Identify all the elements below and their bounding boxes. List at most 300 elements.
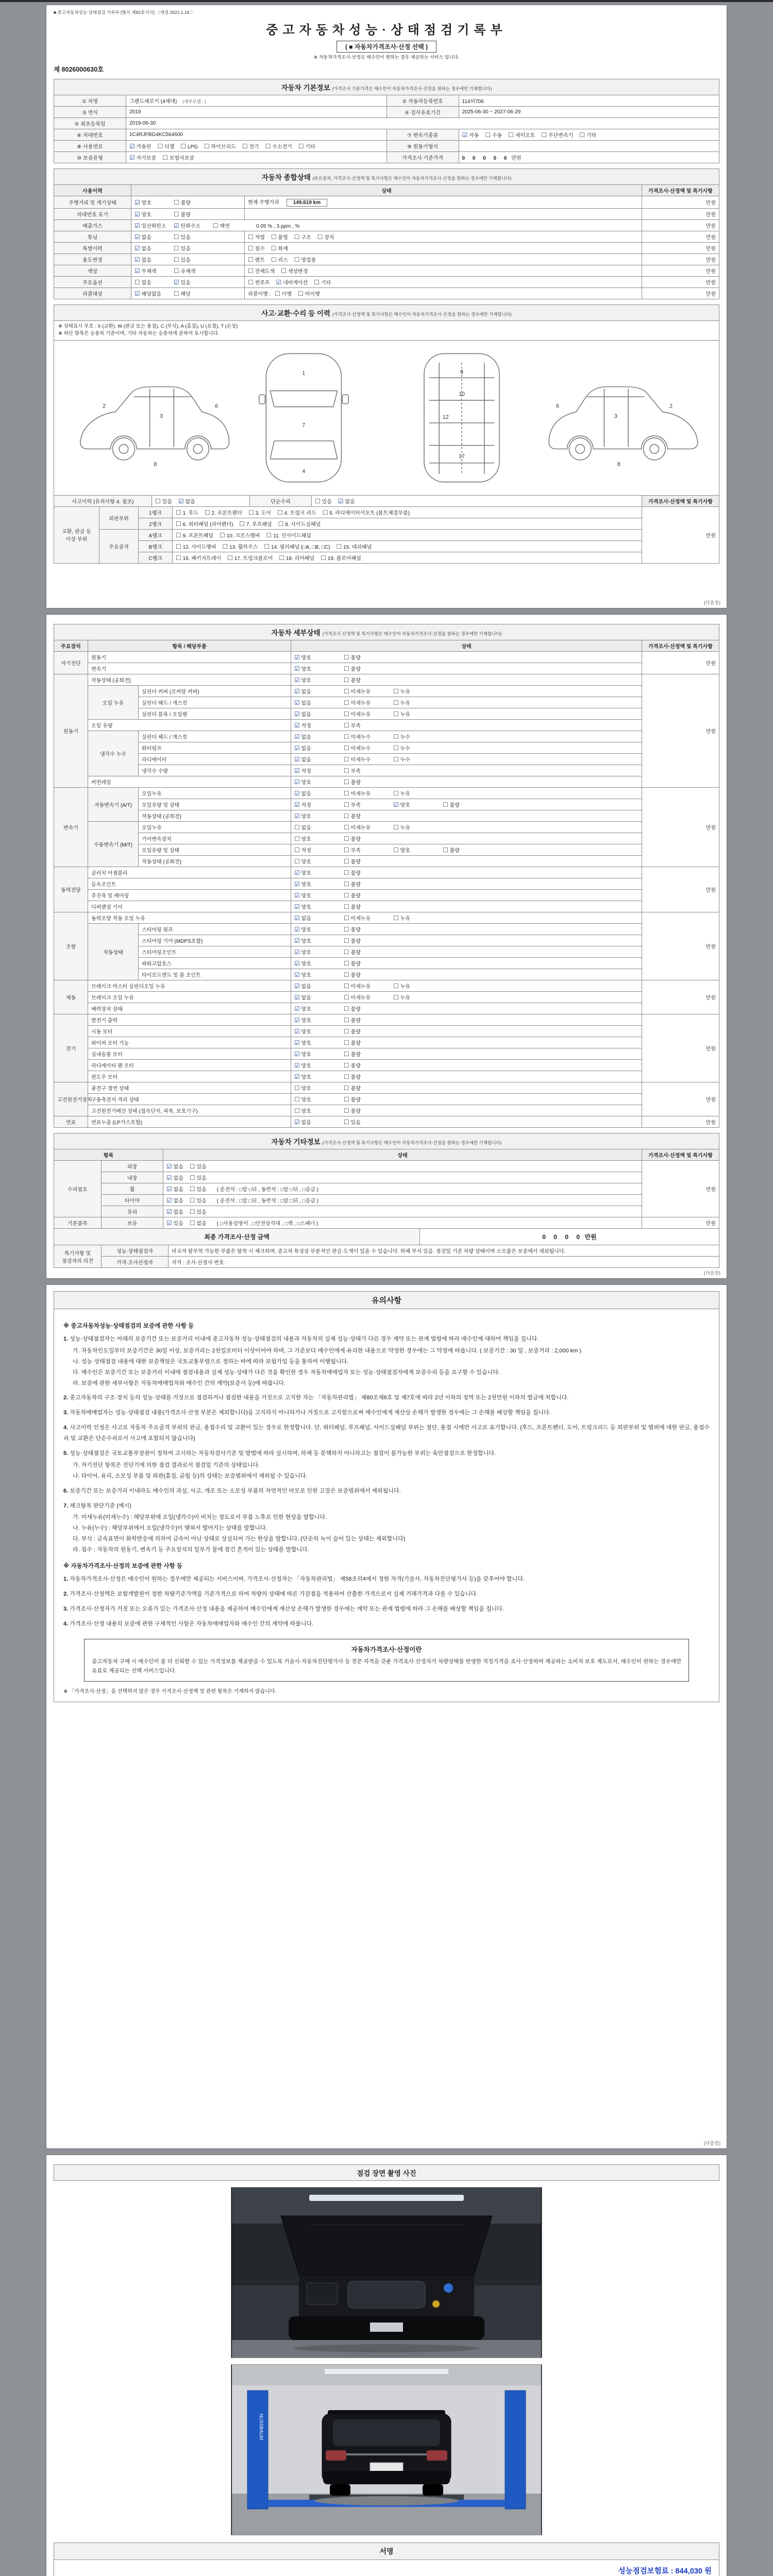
checkbox[interactable]: ☑ — [294, 722, 300, 729]
checkbox[interactable]: ☑ — [129, 154, 135, 161]
checkbox[interactable]: ☑ — [135, 290, 140, 297]
state-cell — [163, 1172, 642, 1183]
checkbox[interactable]: ☐ — [298, 290, 304, 297]
checkbox[interactable]: ☐ — [135, 279, 140, 286]
checkbox[interactable]: ☐ — [508, 131, 514, 139]
final-price-row — [54, 1229, 719, 1245]
checkbox[interactable]: ☑ — [294, 1005, 300, 1012]
checkbox-option — [344, 733, 391, 740]
state-cell — [163, 1206, 642, 1217]
checkbox[interactable]: ☐ — [204, 509, 210, 516]
checkbox[interactable]: ☐ — [344, 722, 349, 729]
detail-cell — [245, 254, 642, 265]
part-label: 오일유량 및 상태 — [139, 844, 291, 856]
checkbox[interactable]: ☑ — [294, 676, 300, 684]
checkbox-label: 불량 — [179, 212, 191, 218]
checkbox[interactable]: ☐ — [248, 233, 254, 241]
checkbox[interactable]: ☑ — [294, 994, 300, 1001]
checkbox[interactable]: ☐ — [294, 846, 300, 854]
inspection-validity-label: ④ 검사유효기간 — [386, 107, 459, 118]
checkbox[interactable]: ☐ — [393, 982, 399, 990]
misc-part-label: 보유 — [102, 1217, 163, 1229]
notes-body-wrap — [54, 1309, 719, 1702]
checkbox[interactable]: ☐ — [344, 767, 349, 774]
checkbox-label: 16. 패키지트레이 — [181, 555, 222, 562]
fuel-label: ⑧ 사용연료 — [54, 141, 126, 152]
checkbox[interactable]: ☐ — [344, 903, 349, 910]
checkbox[interactable]: ☑ — [294, 948, 300, 956]
notes-sub-item: 다. 부식 : 금속표면이 화학반응에 의하여 금속이 아닌 상태로 상실되어 가는 현상을 말합니다. (단순히 녹이 슬어 있는 상태는 제외합니다) — [73, 1536, 406, 1543]
checkbox[interactable]: ☐ — [294, 858, 300, 865]
notes-item-text: 보증기간 또는 보증거리 이내라도 매수인의 과실, 사고, 개조 또는 소모성 부품의 자연적인 마모로 인한 고장은 보증범위에서 제외됩니다. — [70, 1487, 401, 1494]
checkbox-label: 불량 — [349, 871, 361, 876]
checkbox-label: 없음 — [299, 746, 311, 752]
notes-sub-item: 가. 미세누유(미세누수) : 해당부위에 오일(냉각수)이 비치는 정도로서 부품 노후로 인한 현상을 말합니다. — [73, 1514, 327, 1521]
checkbox[interactable]: ☐ — [271, 256, 277, 263]
car-diagram-svg — [54, 343, 719, 493]
part-label: 배력장치 상태 — [88, 1003, 291, 1014]
checkbox[interactable]: ☐ — [155, 497, 161, 505]
checkbox-label: LPG — [186, 144, 198, 150]
checkbox[interactable]: ☐ — [344, 1050, 349, 1058]
checkbox[interactable]: ☑ — [294, 926, 300, 933]
checkbox[interactable]: ☐ — [393, 710, 399, 718]
checkbox[interactable]: ☐ — [248, 267, 254, 275]
checkbox[interactable]: ☐ — [344, 880, 349, 888]
checkbox[interactable]: ☑ — [294, 892, 300, 899]
checkbox[interactable]: ☑ — [166, 1197, 172, 1204]
checkbox[interactable]: ☑ — [135, 233, 140, 241]
checkbox[interactable]: ☑ — [294, 869, 300, 876]
checkbox[interactable]: ☑ — [294, 1073, 300, 1080]
checkbox[interactable]: ☐ — [266, 531, 272, 539]
checkbox[interactable]: ☐ — [443, 846, 448, 854]
checkbox-label: 양호 — [299, 667, 311, 672]
checkbox[interactable]: ☐ — [344, 778, 349, 786]
checkbox[interactable]: ☐ — [174, 256, 179, 263]
checkbox-label: 양호 — [140, 200, 152, 206]
checkbox-label: 불법 — [276, 235, 288, 241]
checkbox-option — [393, 823, 441, 831]
checkbox[interactable]: ☑ — [166, 1185, 172, 1193]
checkbox-label: 가솔린 — [135, 144, 152, 150]
checkbox[interactable]: ☐ — [271, 245, 277, 252]
item-label: 리콜대상 — [54, 288, 131, 299]
checkbox[interactable]: ☐ — [579, 131, 585, 139]
checkbox[interactable]: ☑ — [393, 801, 399, 808]
checkbox-option — [266, 531, 311, 539]
checkbox[interactable]: ☐ — [344, 756, 349, 763]
detail-row — [54, 912, 719, 924]
checkbox[interactable]: ☑ — [294, 778, 300, 786]
checkbox-label: 양호 — [299, 871, 311, 876]
checkbox[interactable]: ☐ — [393, 824, 399, 831]
checkbox-label: 양호 — [398, 803, 410, 808]
checkbox[interactable]: ☑ — [294, 756, 300, 763]
checkbox-label: 양호 — [299, 780, 311, 786]
checkbox[interactable]: ☐ — [294, 1096, 300, 1103]
checkbox[interactable]: ☐ — [393, 846, 399, 854]
accident-history-row — [54, 495, 719, 506]
checkbox[interactable]: ☐ — [176, 543, 181, 550]
device-group-label: 자기진단 — [54, 652, 88, 674]
state-cell — [291, 901, 642, 912]
checkbox[interactable]: ☐ — [176, 520, 181, 528]
checkbox[interactable]: ☐ — [344, 960, 349, 967]
checkbox[interactable]: ☐ — [336, 543, 342, 550]
checkbox[interactable]: ☐ — [344, 790, 349, 797]
checkbox[interactable]: ☐ — [315, 497, 321, 505]
checkbox[interactable]: ☑ — [166, 1208, 172, 1215]
checkbox[interactable]: ☐ — [344, 1016, 349, 1024]
price-appraisal-definition-title: 자동차가격조사·산정이란 — [351, 1646, 422, 1653]
checkbox[interactable]: ☐ — [227, 554, 233, 562]
checkbox[interactable]: ☐ — [189, 1185, 195, 1193]
detail-cell — [245, 196, 642, 209]
svg-text:12: 12 — [442, 414, 449, 420]
checkbox[interactable]: ☐ — [271, 233, 277, 241]
checkbox[interactable]: ☐ — [294, 233, 300, 241]
checkbox[interactable]: ☑ — [135, 211, 140, 218]
checkbox[interactable]: ☐ — [344, 699, 349, 706]
sub-group-label: 자동변속기 (A/T) — [88, 788, 139, 822]
part-label: 동력조향 작동 오일 누유 — [88, 912, 291, 924]
checkbox[interactable]: ☑ — [294, 710, 300, 718]
checkbox[interactable]: ☐ — [248, 509, 254, 516]
exchange-panel-table — [54, 506, 719, 564]
checkbox[interactable]: ☐ — [174, 267, 179, 275]
checkbox[interactable]: ☐ — [344, 801, 349, 808]
checkbox[interactable]: ☐ — [344, 676, 349, 684]
checkbox[interactable]: ☐ — [180, 143, 187, 150]
checkbox-option — [248, 244, 265, 252]
detail-row — [54, 754, 719, 765]
checkbox[interactable]: ☐ — [344, 733, 349, 740]
checkbox[interactable]: ☐ — [264, 543, 270, 550]
checkbox[interactable]: ☑ — [135, 267, 140, 275]
item-label: 색상 — [54, 265, 131, 277]
checkbox[interactable]: ☐ — [174, 233, 179, 241]
checkbox[interactable]: ☐ — [344, 846, 349, 854]
checkbox[interactable]: ☐ — [344, 937, 349, 944]
state-cell — [291, 1116, 642, 1128]
checkbox[interactable]: ☑ — [294, 960, 300, 967]
checkbox[interactable]: ☑ — [294, 880, 300, 888]
checkbox[interactable]: ☐ — [317, 233, 323, 241]
checkbox[interactable]: ☑ — [294, 665, 300, 672]
checkbox-option — [344, 880, 391, 888]
checkbox-label: 부족 — [349, 848, 361, 854]
checkbox[interactable]: ☑ — [294, 982, 300, 990]
checkbox[interactable]: ☐ — [393, 756, 399, 763]
checkbox[interactable]: ☑ — [294, 654, 300, 661]
part-label: 오일유량 및 상태 — [139, 799, 291, 810]
car-panel-diagrams — [54, 340, 719, 496]
checkbox[interactable]: ☑ — [174, 222, 179, 229]
checkbox-label: 불량 — [349, 1018, 361, 1024]
checkbox[interactable]: ☐ — [344, 688, 349, 695]
checkbox[interactable]: ☐ — [322, 509, 328, 516]
checkbox[interactable]: ☐ — [275, 290, 280, 297]
table-header-row — [54, 185, 719, 196]
checkbox[interactable]: ☐ — [294, 1084, 300, 1092]
checkbox[interactable]: ☑ — [462, 131, 468, 139]
checkbox[interactable]: ☑ — [294, 699, 300, 706]
warranty-type-options — [126, 152, 387, 163]
checkbox[interactable]: ☑ — [294, 801, 300, 808]
checkbox[interactable]: ☐ — [176, 554, 181, 562]
checkbox[interactable]: ☑ — [166, 1219, 172, 1227]
checkbox-label: 있음 — [195, 1210, 207, 1215]
checkbox[interactable]: ☐ — [279, 554, 285, 562]
checkbox[interactable]: ☐ — [393, 744, 399, 752]
checkbox[interactable]: ☐ — [189, 1163, 195, 1170]
checkbox-option — [294, 1084, 342, 1092]
checkbox[interactable]: ☐ — [222, 543, 228, 550]
checkbox-option — [213, 222, 246, 229]
checkbox-option — [294, 665, 342, 672]
checkbox[interactable]: ☑ — [294, 1016, 300, 1024]
checkbox[interactable]: ☑ — [294, 733, 300, 740]
state-cell — [131, 254, 245, 265]
section-title-accident-history — [54, 304, 719, 321]
checkbox[interactable]: ☐ — [393, 914, 399, 922]
checkbox[interactable]: ☐ — [344, 971, 349, 978]
checkbox[interactable]: ☐ — [393, 994, 399, 1001]
checkbox[interactable]: ☐ — [298, 143, 304, 150]
checkbox[interactable]: ☐ — [393, 790, 399, 797]
checkbox[interactable]: ☐ — [162, 154, 168, 161]
checkbox[interactable]: ☐ — [277, 509, 283, 516]
checkbox[interactable]: ☐ — [265, 143, 271, 150]
checkbox[interactable]: ☐ — [541, 131, 547, 139]
checkbox[interactable]: ☐ — [344, 1084, 349, 1092]
part-label: 실린더 헤드 / 개스킷 — [139, 731, 291, 742]
item-label: 주요옵션 — [54, 277, 131, 288]
state-cell — [291, 946, 642, 958]
state-cell — [291, 890, 642, 901]
checkbox[interactable]: ☐ — [344, 948, 349, 956]
checkbox-option — [174, 267, 207, 275]
checkbox[interactable]: ☐ — [344, 1118, 349, 1126]
checkbox[interactable]: ☐ — [189, 1219, 195, 1227]
checkbox[interactable]: ☐ — [189, 1208, 195, 1215]
checkbox[interactable]: ☑ — [338, 497, 344, 505]
checkbox[interactable]: ☐ — [281, 267, 287, 275]
checkbox[interactable]: ☐ — [344, 1096, 349, 1103]
checkbox[interactable]: ☐ — [344, 914, 349, 922]
detail-row — [54, 844, 719, 856]
checkbox[interactable]: ☐ — [344, 1039, 349, 1046]
checkbox[interactable]: ☐ — [213, 222, 219, 229]
checkbox[interactable]: ☐ — [219, 531, 225, 539]
checkbox[interactable]: ☐ — [174, 290, 179, 297]
checkbox-label: 없음 — [140, 280, 152, 286]
comprehensive-row — [54, 254, 719, 265]
checkbox-label: 미세누유 — [349, 701, 371, 706]
final-price-value — [420, 1229, 719, 1245]
detail-row — [54, 901, 719, 912]
inspection-photo-engine-bay — [231, 2187, 542, 2358]
notes-item-number: 5. — [63, 1450, 70, 1457]
checkbox[interactable]: ☐ — [443, 801, 448, 808]
checkbox[interactable]: ☑ — [294, 1062, 300, 1069]
checkbox[interactable]: ☐ — [344, 835, 349, 842]
checkbox-option — [344, 982, 391, 990]
checkbox[interactable]: ☐ — [344, 982, 349, 990]
checkbox[interactable]: ☐ — [344, 1028, 349, 1035]
base-price-unit: 만원 — [511, 156, 522, 161]
checkbox[interactable]: ☐ — [157, 143, 163, 150]
checkbox-option — [294, 959, 342, 967]
sub-label: 리콜이행 : — [248, 292, 271, 297]
checkbox[interactable]: ☑ — [166, 1163, 172, 1170]
checkbox-option — [344, 721, 391, 729]
notes-footnote: ※ 「가격조사·산정」을 선택하지 않은 경우 가격조사·산정액 및 관련 항목은 기재하지 않습니다. — [63, 1689, 277, 1695]
checkbox[interactable]: ☑ — [135, 222, 140, 229]
price-cell: 만원 — [642, 265, 719, 277]
checkbox[interactable]: ☐ — [174, 199, 179, 206]
checkbox[interactable]: ☑ — [294, 1118, 300, 1126]
notes-item-text: 자동차가격조사·산정은 매수인이 원하는 경우에만 제공되는 서비스이며, 가격조사·산정자는 「자동차관리법」 제58조의4에서 정한 자격(기술사, 자동차진단평가사 등)을 갖추어야 합니다. — [70, 1576, 525, 1583]
checkbox[interactable]: ☐ — [294, 824, 300, 831]
state-cell — [291, 765, 642, 776]
detail-cell — [245, 277, 642, 288]
checkbox[interactable]: ☐ — [248, 245, 254, 252]
checkbox[interactable]: ☐ — [344, 892, 349, 899]
checkbox[interactable]: ☐ — [393, 699, 399, 706]
simple-repair-options — [312, 495, 642, 506]
device-group-label: 변속기 — [54, 788, 88, 867]
checkbox[interactable]: ☐ — [344, 994, 349, 1001]
checkbox[interactable]: ☑ — [129, 143, 135, 150]
checkbox[interactable]: ☐ — [344, 869, 349, 876]
checkbox[interactable]: ☑ — [294, 767, 300, 774]
checkbox[interactable]: ☐ — [248, 279, 254, 286]
checkbox[interactable]: ☐ — [242, 143, 248, 150]
price-appraisal-option: ( ■ 자동차가격조사·산정 선택 ) — [337, 41, 436, 53]
checkbox[interactable]: ☐ — [344, 1062, 349, 1069]
checkbox[interactable]: ☐ — [248, 256, 254, 263]
checkbox-option — [205, 509, 242, 516]
checkbox-label: 썬루프 — [253, 280, 270, 286]
checkbox[interactable]: ☐ — [189, 1174, 195, 1181]
checkbox[interactable]: ☐ — [344, 858, 349, 865]
checkbox[interactable]: ☐ — [344, 1073, 349, 1080]
checkbox-option — [242, 142, 259, 150]
checkbox-option — [344, 665, 391, 672]
detail-row — [54, 742, 719, 754]
checkbox[interactable]: ☑ — [178, 497, 184, 505]
checkbox-label: 없음 — [299, 757, 311, 763]
checkbox-option — [393, 914, 441, 922]
checkbox[interactable]: ☑ — [135, 256, 140, 263]
checkbox[interactable]: ☐ — [344, 1005, 349, 1012]
state-cell — [291, 720, 642, 731]
checkbox[interactable]: ☐ — [314, 279, 320, 286]
checkbox[interactable]: ☐ — [393, 688, 399, 695]
svg-text:3: 3 — [614, 413, 617, 419]
checkbox[interactable]: ☐ — [204, 143, 210, 150]
accident-price-header: 가격조사·산정액 및 특기사항 — [642, 495, 719, 506]
notes-item — [63, 1448, 710, 1459]
checkbox[interactable]: ☑ — [294, 790, 300, 797]
checkbox[interactable]: ☐ — [278, 520, 284, 528]
checkbox[interactable]: ☐ — [174, 211, 179, 218]
detail-row — [54, 1003, 719, 1014]
checkbox[interactable]: ☐ — [344, 665, 349, 672]
checkbox[interactable]: ☐ — [294, 1107, 300, 1114]
basic-info-table — [54, 95, 719, 163]
checkbox[interactable]: ☑ — [294, 937, 300, 944]
svg-text:6: 6 — [215, 403, 219, 410]
checkbox[interactable]: ☑ — [135, 199, 140, 206]
checkbox[interactable]: ☑ — [294, 1050, 300, 1058]
exchange-section-label: 교환, 판금 등 이상 부위 — [54, 506, 99, 563]
state-cell — [291, 935, 642, 946]
checkbox-label: 적정 — [299, 848, 311, 854]
checkbox[interactable]: ☐ — [189, 1197, 195, 1204]
checkbox[interactable]: ☐ — [239, 520, 245, 528]
checkbox[interactable]: ☐ — [344, 812, 349, 820]
price-cell: 만원 — [642, 506, 719, 563]
checkbox[interactable]: ☑ — [294, 1028, 300, 1035]
checkbox-label: 누유 — [398, 701, 410, 706]
checkbox[interactable]: ☐ — [344, 926, 349, 933]
checkbox-option — [279, 554, 314, 562]
table-header-row — [54, 1149, 719, 1161]
checkbox-label: 보험사보증 — [167, 156, 195, 161]
checkbox[interactable]: ☑ — [166, 1174, 172, 1181]
checkbox[interactable]: ☑ — [294, 812, 300, 820]
detail-row — [54, 776, 719, 788]
engine-type-label: ⑨ 원동기형식 — [386, 141, 459, 152]
checkbox[interactable]: ☐ — [294, 256, 300, 263]
checkbox[interactable]: ☑ — [294, 688, 300, 695]
checkbox[interactable]: ☑ — [294, 971, 300, 978]
checkbox-label: 네비게이션 — [281, 280, 308, 286]
checkbox[interactable]: ☐ — [174, 245, 179, 252]
signature-body — [54, 2560, 719, 2576]
checkbox-option — [314, 278, 331, 286]
checkbox[interactable]: ☑ — [174, 279, 179, 286]
checkbox[interactable]: ☐ — [176, 531, 181, 539]
checkbox[interactable]: ☑ — [276, 279, 282, 286]
checkbox[interactable]: ☑ — [294, 744, 300, 752]
checkbox[interactable]: ☑ — [294, 1039, 300, 1046]
checkbox[interactable]: ☐ — [294, 835, 300, 842]
detail-row — [54, 720, 719, 731]
rank-label: 1랭크 — [139, 506, 173, 518]
checkbox-option — [344, 1016, 391, 1024]
checkbox[interactable]: ☑ — [294, 914, 300, 922]
part-label: 실린더 블록 / 오일팬 — [139, 708, 291, 720]
registration-number-value: 114허706 — [459, 95, 719, 107]
checkbox[interactable]: ☐ — [344, 1107, 349, 1114]
checkbox-option — [344, 925, 391, 933]
checkbox[interactable]: ☐ — [321, 554, 327, 562]
checkbox[interactable]: ☐ — [485, 131, 491, 139]
checkbox[interactable]: ☐ — [344, 824, 349, 831]
checkbox[interactable]: ☐ — [176, 509, 181, 516]
checkbox[interactable]: ☑ — [135, 245, 140, 252]
checkbox[interactable]: ☐ — [344, 654, 349, 661]
checkbox[interactable]: ☐ — [344, 710, 349, 718]
checkbox[interactable]: ☑ — [294, 903, 300, 910]
checkbox[interactable]: ☐ — [393, 733, 399, 740]
checkbox-label: 색상변경 — [286, 269, 308, 275]
checkbox[interactable]: ☐ — [344, 744, 349, 752]
